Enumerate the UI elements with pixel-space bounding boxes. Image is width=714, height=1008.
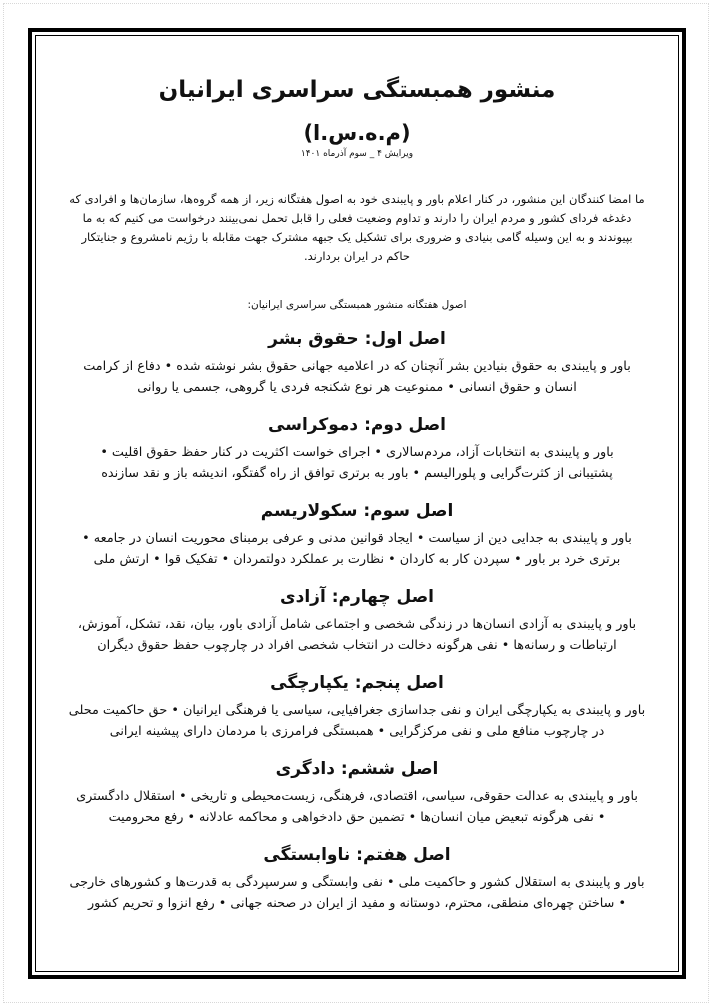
- principle-4: [50, 584, 664, 656]
- document-abbreviation: (م.ه.س.ا): [303, 121, 411, 145]
- principle-title: اصل سوم: سکولاریسم: [260, 501, 454, 521]
- principle-title: اصل هفتم: ناوابستگی: [263, 845, 451, 865]
- intro-line: ما امضا کنندگان این منشور، در کنار اعلام باور و پایبندی خود به اصول هفتگانه زیر، از همه گروه‌ها، سازمان‌ها و افرادی که: [69, 192, 645, 206]
- principle-line: پشتیبانی از کثرت‌گرایی و پلورالیسم • باور به برتری توافق از راه گفتگو، اندیشه باز و نقد سازنده: [101, 466, 613, 481]
- principle-line: باور و پایبندی به حقوق بنیادین بشر آنچنان که در اعلامیه جهانی حقوق بشر نوشته شده • دفاع از کرامت: [83, 359, 631, 374]
- principle-3: [50, 498, 664, 570]
- principle-line: باور و پایبندی به جدایی دین از سیاست • ایجاد قوانین مدنی و عرفی برمبنای محوریت انسان در جامعه •: [82, 531, 632, 546]
- principle-title: اصل ششم: دادگری: [275, 759, 439, 779]
- intro-paragraph: [60, 190, 654, 266]
- edition-date: ویرایش ۴ _ سوم آذرماه ۱۴۰۱: [300, 149, 414, 159]
- principle-6: [50, 756, 664, 828]
- principle-title: اصل پنجم: یکپارچگی: [270, 673, 444, 693]
- principle-title: اصل چهارم: آزادی: [280, 587, 434, 607]
- principle-line: در چارچوب منافع ملی و نفی مرکزگرایی • همبستگی فرامرزی با مردمان دارای پیشینه ایرانی: [109, 724, 605, 739]
- principle-line: باور و پایبندی به آزادی انسان‌ها در زندگی شخصی و اجتماعی شامل آزادی باور، بیان، نقد، تشکل، آموزش،: [77, 617, 637, 632]
- principle-line: ارتباطات و رسانه‌ها • نفی هرگونه دخالت در انتخاب شخصی افراد در چارچوب حفظ حقوق دیگران: [97, 638, 617, 653]
- principle-line: • ساختن چهره‌ای منطقی، محترم، دوستانه و مفید از ایران در صحنه جهانی • رفع انزوا و تحریم کشور: [87, 896, 627, 911]
- principle-text: [50, 442, 664, 484]
- principle-line: باور و پایبندی به عدالت حقوقی، سیاسی، اقتصادی، فرهنگی، زیست‌محیطی و تاریخی • استقلال دادگستری: [76, 789, 638, 804]
- principle-text: [50, 356, 664, 398]
- principle-text: [50, 614, 664, 656]
- principle-line: • نفی هرگونه تبعیض میان انسان‌ها • تضمین حق دادخواهی و محاکمه عادلانه • رفع محرومیت: [108, 810, 606, 825]
- principles-subheading: اصول هفتگانه منشور همبستگی سراسری ایرانیان:: [247, 299, 467, 311]
- principle-line: باور و پایبندی به یکپارچگی ایران و نفی جداسازی جغرافیایی، سیاسی یا فرهنگی ایرانیان • حق حاکمیت محلی: [68, 703, 646, 718]
- intro-line: حاکم در ایران بردارند.: [303, 249, 411, 263]
- principle-line: باور و پایبندی به استقلال کشور و حاکمیت ملی • نفی وابستگی و سرسپردگی به قدرت‌ها و کشورهای خارجی: [69, 875, 645, 890]
- principle-line: انسان و حقوق انسانی • ممنوعیت هر نوع شکنجه فردی یا گروهی، جسمی یا روانی: [137, 380, 577, 395]
- principle-line: باور و پایبندی به انتخابات آزاد، مردم‌سالاری • اجرای خواست اکثریت در کنار حفظ حقوق اقلیت •: [100, 445, 614, 460]
- principle-title: اصل اول: حقوق بشر: [268, 329, 446, 349]
- principle-title: اصل دوم: دموکراسی: [268, 415, 446, 435]
- principle-5: [50, 670, 664, 742]
- principle-1: [50, 326, 664, 398]
- principle-text: [50, 700, 664, 742]
- principle-text: [50, 872, 664, 914]
- document-body: [50, 60, 664, 914]
- principle-7: [50, 842, 664, 914]
- principle-text: [50, 528, 664, 570]
- principle-line: برتری خرد بر باور • سپردن کار به کاردان • نظارت بر عملکرد دولتمردان • تفکیک قوا • ارتش ملی: [93, 552, 621, 567]
- document-title: منشور همبستگی سراسری ایرانیان: [158, 77, 556, 103]
- intro-line: بپیوندند و به این وسیله گامی بنیادی و ضروری برای تشکیل یک جبهه مشترک جهت مقابله با رژیم نامشروع و جنایتکار: [81, 230, 633, 244]
- principle-text: [50, 786, 664, 828]
- principle-2: [50, 412, 664, 484]
- intro-line: دغدغه فردای کشور و مردم ایران را دارند و تداوم وضعیت فعلی را قابل تحمل نمی‌بینند درخواست می کنیم که به ما: [82, 211, 632, 225]
